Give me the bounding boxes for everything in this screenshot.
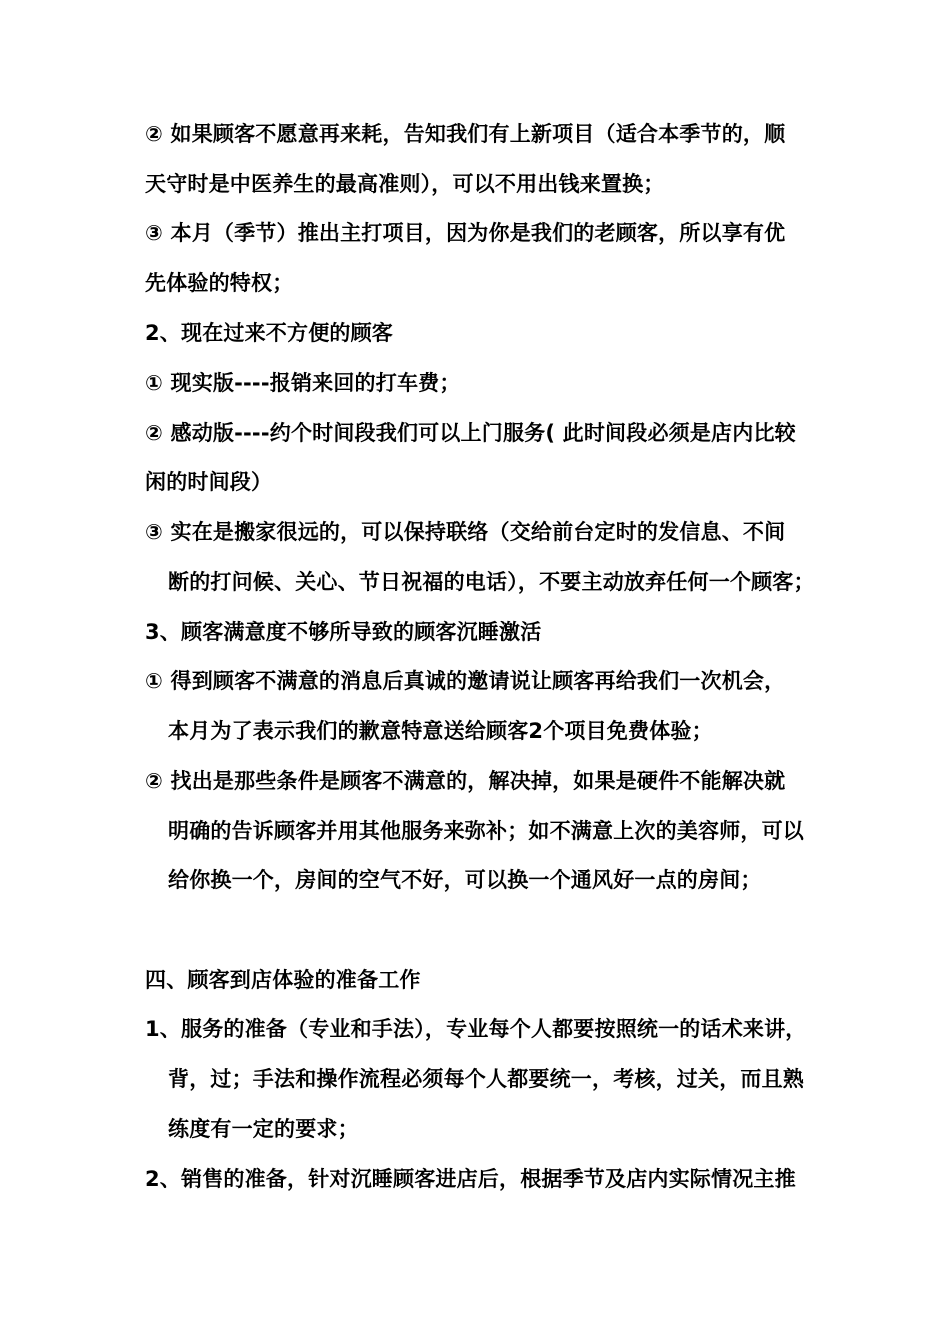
text-line: 练度有一定的要求； xyxy=(168,1117,359,1141)
section-heading-satisfaction-activation: 3、顾客满意度不够所导致的顾客沉睡激活 xyxy=(145,620,542,644)
text-line: 本月为了表示我们的歉意特意送给顾客2个项目免费体验； xyxy=(168,719,713,743)
text-line: 先体验的特权； xyxy=(145,271,294,295)
text-line: 背，过；手法和操作流程必须每个人都要统一，考核，过关，而且熟 xyxy=(168,1067,804,1091)
list-item-2-return-new-project: ② 如果顾客不愿意再来耗，告知我们有上新项目（适合本季节的，顺 xyxy=(145,122,786,146)
text-line: 明确的告诉顾客并用其他服务来弥补；如不满意上次的美容师，可以 xyxy=(168,819,804,843)
list-item-1-realistic-version: ① 现实版----报销来回的打车费； xyxy=(145,371,461,395)
text-line: 给你换一个，房间的空气不好，可以换一个通风好一点的房间； xyxy=(168,868,762,892)
section-heading-service-preparation: 1、服务的准备（专业和手法），专业每个人都要按照统一的话术来讲， xyxy=(145,1017,807,1041)
section-heading-inconvenient-customers: 2、现在过来不方便的顾客 xyxy=(145,321,394,345)
list-item-3-keep-in-touch: ③ 实在是搬家很远的，可以保持联络（交给前台定时的发信息、不间 xyxy=(145,520,786,544)
text-line: 闲的时间段） xyxy=(145,470,273,494)
text-line: 天守时是中医养生的最高准则），可以不用出钱来置换； xyxy=(145,172,665,196)
section-heading-sales-preparation: 2、销售的准备，针对沉睡顾客进店后，根据季节及店内实际情况主推 xyxy=(145,1167,796,1191)
list-item-2-find-unsatisfied-conditions: ② 找出是那些条件是顾客不满意的，解决掉，如果是硬件不能解决就 xyxy=(145,769,786,793)
chapter-heading-store-experience-preparation: 四、顾客到店体验的准备工作 xyxy=(145,968,421,992)
text-line: 断的打问候、关心、节日祝福的电话），不要主动放弃任何一个顾客； xyxy=(168,570,815,594)
list-item-1-sincere-invitation: ① 得到顾客不满意的消息后真诚的邀请说让顾客再给我们一次机会， xyxy=(145,669,786,693)
list-item-2-touching-version: ② 感动版----约个时间段我们可以上门服务( 此时间段必须是店内比较 xyxy=(145,421,796,445)
list-item-3-monthly-main-project: ③ 本月（季节）推出主打项目，因为你是我们的老顾客，所以享有优 xyxy=(145,221,786,245)
